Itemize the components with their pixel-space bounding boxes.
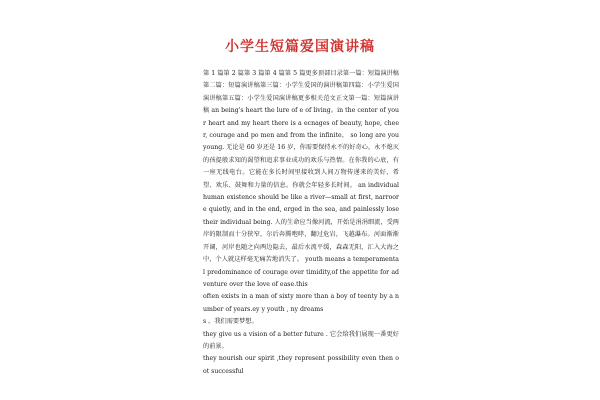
paragraph-1: 第 1 篇第 2 篇第 3 篇第 4 篇第 5 篇更多顶部目录第一篇：短篇演讲稿第二篇：短篇演讲稿第三篇：小学生爱国的演讲稿第四篇：小学生爱国演讲稿第五篇：小学生爱国演讲稿更多相关范文正文第一篇：短篇演讲稿 an being's heart the lure of e of living。in the center of your heart and my heart there is a ecnages of beauty, hope, cheer, courage and po men and from the infinite， so long are you young. 无论是 60 岁还是 16 岁，你需要保持永不的好奇心，永不熄灭的孩提般求知的渴望和追求事业成功的欢乐与热情。在你我的心底，有一座无线电台。它能在多长时间里接收到人间万物传递来的美好、希望、欢乐、鼓舞和力量的信息。你就会年轻多长时间。 an individual human existence should be like a river—small at first, narroore quietly, and in the end, erged in the sea, and painlessly lose their individual being. 人的生命应当像河流，开始是涓涓细流，受两岸的限制而十分狭窄，尔后奔腾咆哮，翻过危岩，飞越瀑布。河面渐渐开阔，河岸也随之向两边隐去，最后水流平缓，森森无阳，汇入大海之中，个人就这样毫无痛苦地消失了。 youth means a temperamental predominance of courage over timidity,of the appetite for adventure over the love of ease.this <box>203 70 399 288</box>
paragraph-4: they give us a vision of a better future . 它会给我们展现一番更好的前景。 <box>203 330 399 350</box>
document-body <box>203 68 399 378</box>
document-title: 小学生短篇爱国演讲稿 <box>225 39 375 55</box>
paragraph-2: often exists in a man of sixty more than a boy of teenty by a number of years.ey y youth , ny dreams <box>203 293 399 313</box>
paragraph-5: they nourish our spirit ,they represent possibility even then oot successful <box>203 355 399 375</box>
paragraph-3: s 。我们需要梦想。 <box>203 318 258 326</box>
